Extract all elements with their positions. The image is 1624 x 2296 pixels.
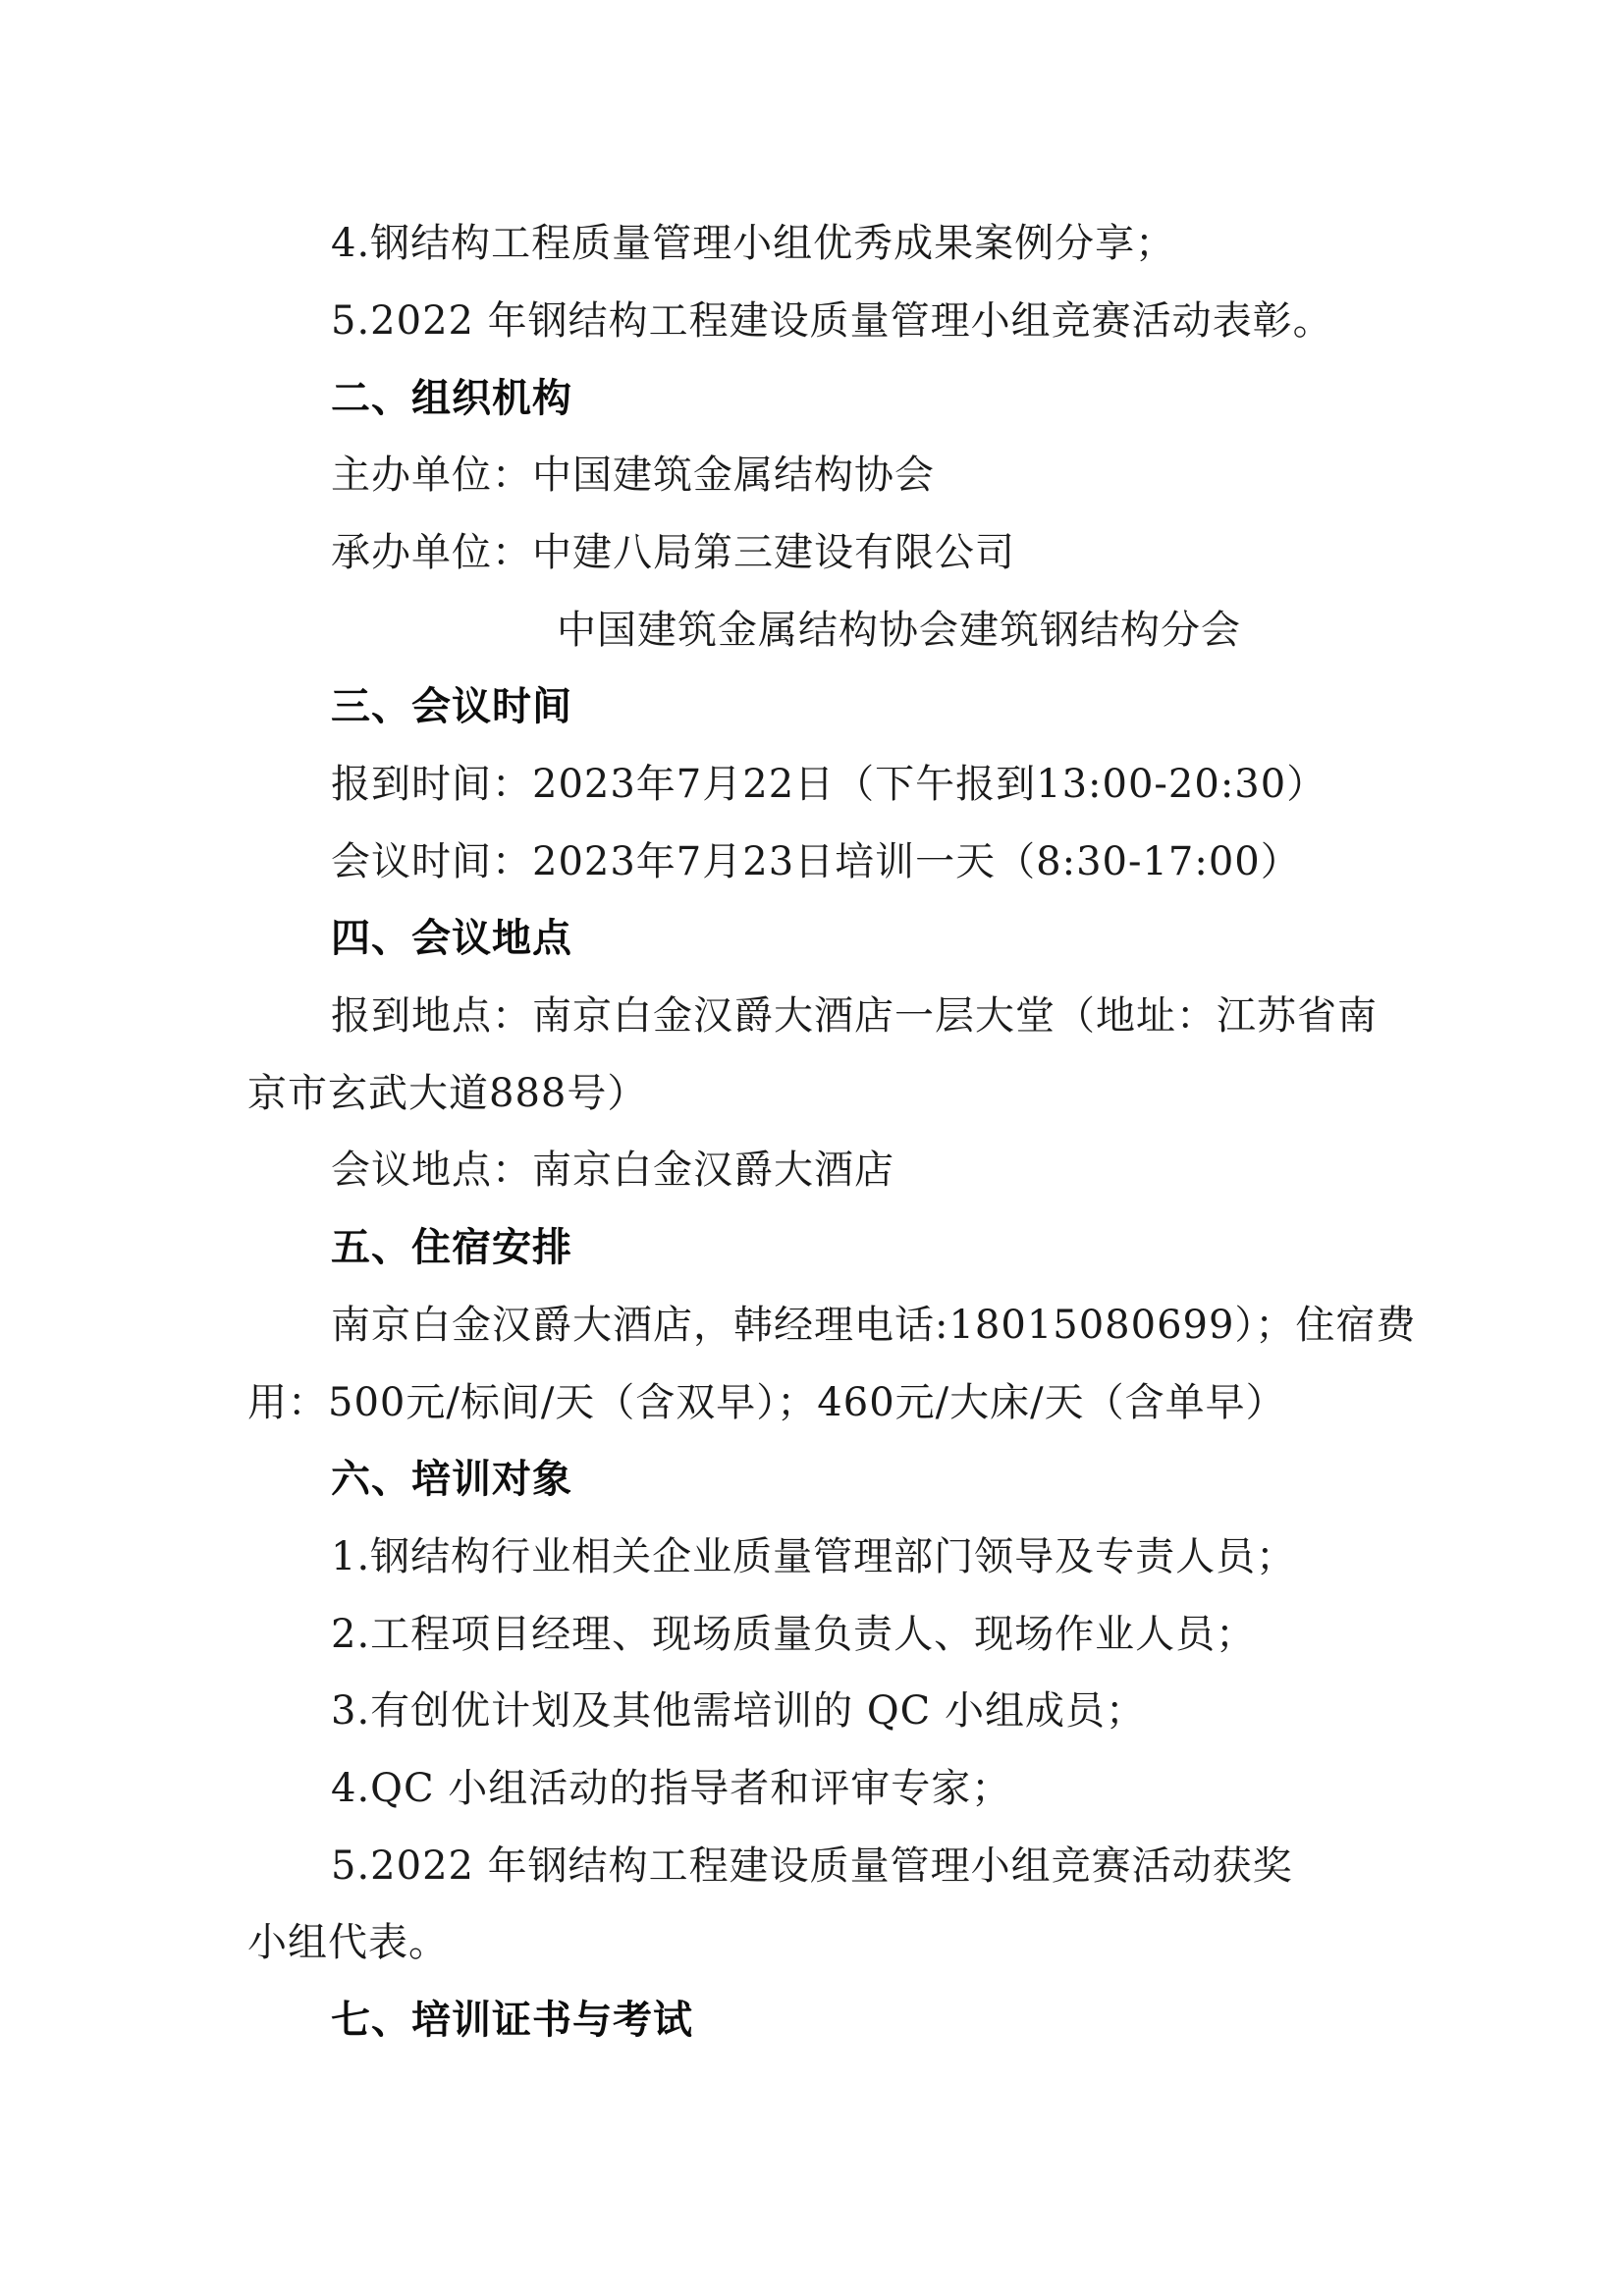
trainee-item-2: 2.工程项目经理、现场质量负责人、现场作业人员； bbox=[331, 1612, 1257, 1657]
co-organizer-line-2: 中国建筑金属结构协会建筑钢结构分会 bbox=[557, 608, 1241, 653]
section-heading-accommodation: 五、住宿安排 bbox=[331, 1225, 572, 1270]
check-in-time-line: 报到时间：2023年7月22日（下午报到13:00-20:30） bbox=[331, 762, 1327, 807]
organizer-line: 主办单位：中国建筑金属结构协会 bbox=[331, 453, 935, 498]
co-organizer-line: 承办单位：中建八局第三建设有限公司 bbox=[331, 530, 1015, 575]
accommodation-line: 南京白金汉爵大酒店，韩经理电话:18015080699）；住宿费 bbox=[331, 1303, 1417, 1348]
section-heading-certificate-exam: 七、培训证书与考试 bbox=[331, 1998, 693, 2043]
meeting-place-line: 会议地点：南京白金汉爵大酒店 bbox=[331, 1148, 894, 1193]
accommodation-line-cont: 用：500元/标间/天（含双早）；460元/大床/天（含单早） bbox=[247, 1380, 1286, 1425]
trainee-item-4: 4.QC 小组活动的指导者和评审专家； bbox=[331, 1766, 1012, 1811]
list-item-case-sharing: 4.钢结构工程质量管理小组优秀成果案例分享； bbox=[331, 221, 1176, 266]
trainee-item-5: 5.2022 年钢结构工程建设质量管理小组竞赛活动获奖 bbox=[331, 1843, 1293, 1889]
trainee-item-5-cont: 小组代表。 bbox=[247, 1920, 449, 1965]
list-item-commendation: 5.2022 年钢结构工程建设质量管理小组竞赛活动表彰。 bbox=[331, 298, 1333, 344]
meeting-time-line: 会议时间：2023年7月23日培训一天（8:30-17:00） bbox=[331, 839, 1301, 884]
section-heading-meeting-time: 三、会议时间 bbox=[331, 684, 572, 729]
check-in-place-line: 报到地点：南京白金汉爵大酒店一层大堂（地址：江苏省南 bbox=[331, 993, 1378, 1039]
section-heading-trainees: 六、培训对象 bbox=[331, 1457, 572, 1502]
trainee-item-1: 1.钢结构行业相关企业质量管理部门领导及专责人员； bbox=[331, 1534, 1297, 1579]
check-in-place-line-cont: 京市玄武大道888号） bbox=[247, 1071, 648, 1116]
trainee-item-3: 3.有创优计划及其他需培训的 QC 小组成员； bbox=[331, 1688, 1146, 1734]
section-heading-organization: 二、组织机构 bbox=[331, 376, 572, 421]
section-heading-venue: 四、会议地点 bbox=[331, 916, 572, 961]
